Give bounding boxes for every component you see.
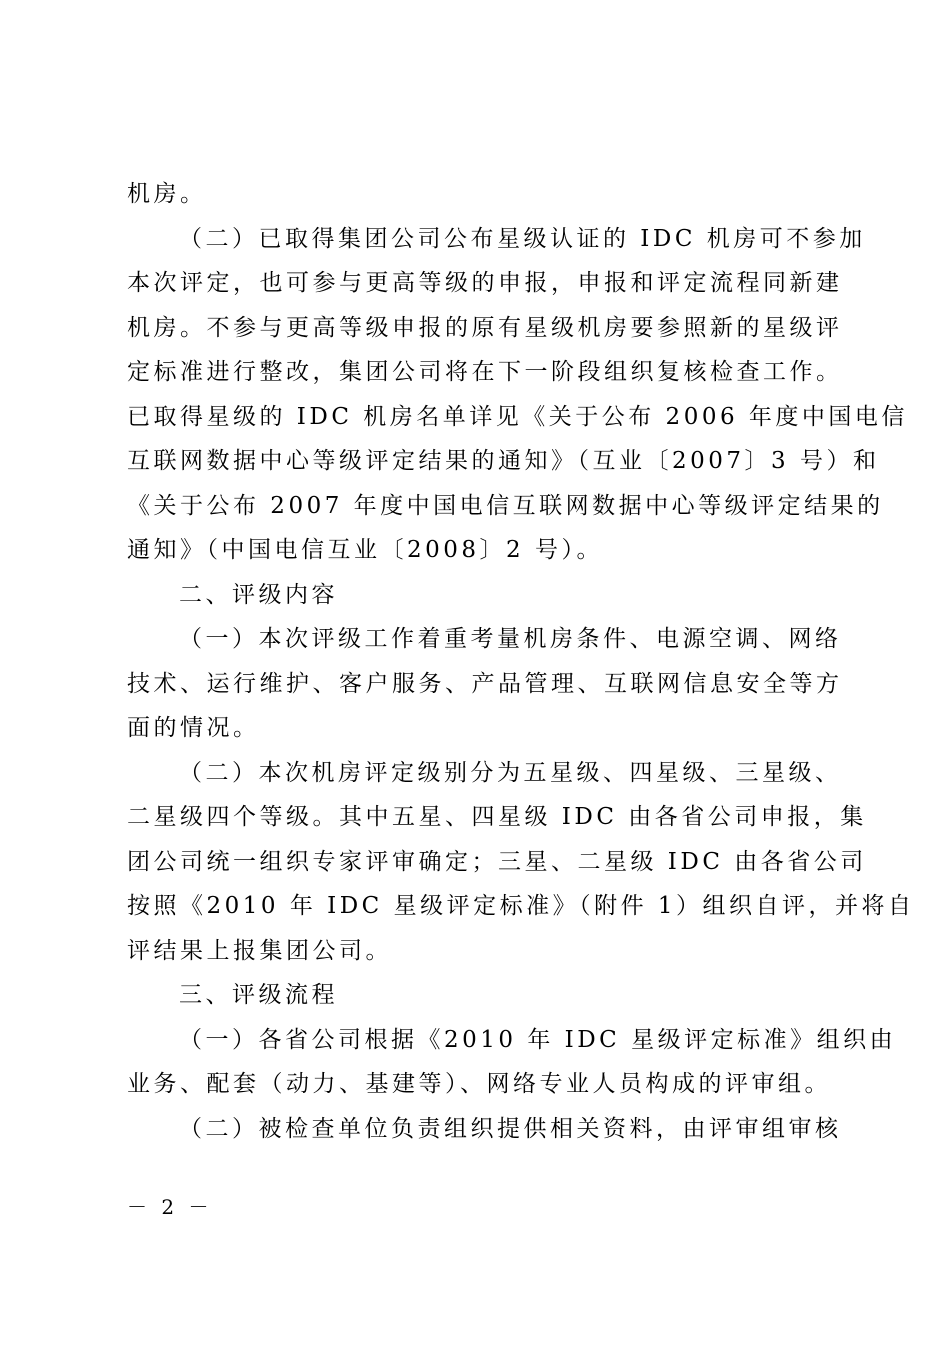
text-line: 二星级四个等级。其中五星、四星级 IDC 由各省公司申报，集 bbox=[127, 804, 867, 830]
text-line: 《关于公布 2007 年度中国电信互联网数据中心等级评定结果的 bbox=[127, 493, 884, 519]
text-line: 评结果上报集团公司。 bbox=[127, 938, 392, 964]
text-line: 按照《2010 年 IDC 星级评定标准》（附件 1）组织自评，并将自 bbox=[127, 893, 915, 919]
text-line: 面的情况。 bbox=[127, 715, 260, 741]
page-number: － 2 － bbox=[127, 1195, 213, 1219]
section-heading: 三、评级流程 bbox=[179, 982, 338, 1008]
text-line: 业务、配套（动力、基建等）、网络专业人员构成的评审组。 bbox=[127, 1071, 831, 1097]
text-line: 定标准进行整改，集团公司将在下一阶段组织复核检查工作。 bbox=[127, 359, 843, 385]
text-line: （一）各省公司根据《2010 年 IDC 星级评定标准》组织由 bbox=[179, 1027, 897, 1053]
text-line: 本次评定，也可参与更高等级的申报，申报和评定流程同新建 bbox=[127, 270, 843, 296]
text-line: （二）已取得集团公司公布星级认证的 IDC 机房可不参加 bbox=[179, 226, 866, 252]
text-line: 已取得星级的 IDC 机房名单详见《关于公布 2006 年度中国电信 bbox=[127, 404, 908, 430]
text-line: （一）本次评级工作着重考量机房条件、电源空调、网络 bbox=[179, 626, 842, 652]
text-line: 互联网数据中心等级评定结果的通知》（互业〔2007〕3 号）和 bbox=[127, 448, 880, 474]
text-line: 技术、运行维护、客户服务、产品管理、互联网信息安全等方 bbox=[127, 671, 843, 697]
text-line: 机房。 bbox=[127, 181, 207, 207]
text-line: 团公司统一组织专家评审确定；三星、二星级 IDC 由各省公司 bbox=[127, 849, 867, 875]
text-line: （二）本次机房评定级别分为五星级、四星级、三星级、 bbox=[179, 760, 842, 786]
text-line: （二）被检查单位负责组织提供相关资料，由评审组审核 bbox=[179, 1116, 842, 1142]
text-line: 机房。不参与更高等级申报的原有星级机房要参照新的星级评 bbox=[127, 315, 843, 341]
text-line: 通知》（中国电信互业〔2008〕2 号）。 bbox=[127, 537, 603, 563]
section-heading: 二、评级内容 bbox=[179, 582, 338, 608]
